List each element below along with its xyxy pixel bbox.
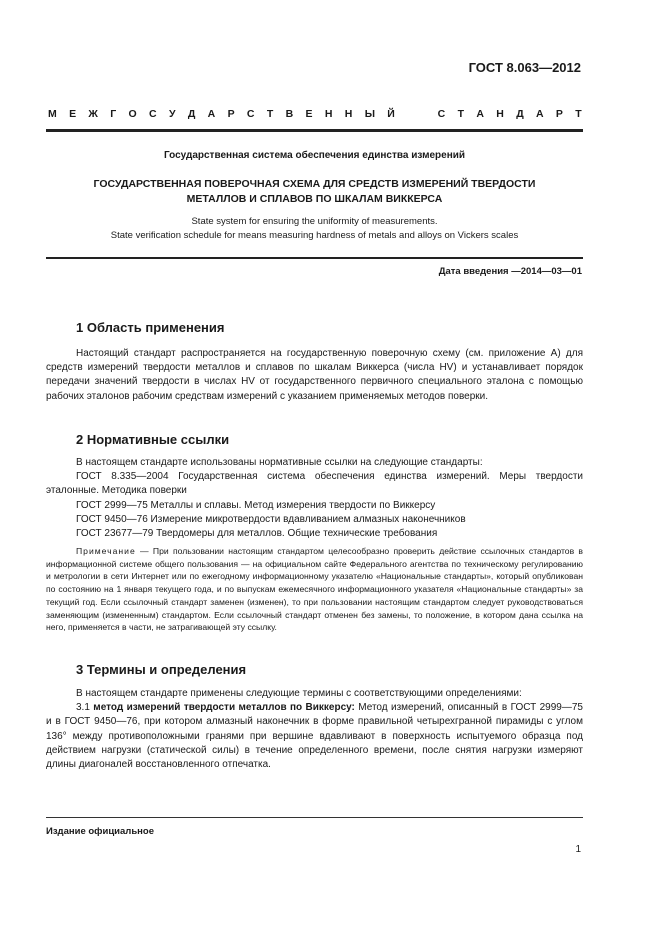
- heading-letter: С: [149, 108, 157, 120]
- heading-letter: У: [168, 108, 176, 120]
- heading-letter: Н: [496, 108, 504, 120]
- heading-letter: Т: [457, 108, 465, 120]
- section-2-note: [46, 545, 583, 634]
- heading-letter: В: [285, 108, 294, 120]
- english-title: [46, 215, 583, 242]
- term-definition: [46, 701, 583, 772]
- document-code: ГОСТ 8.063—2012: [468, 60, 581, 75]
- main-title-line-2: МЕТАЛЛОВ И СПЛАВОВ ПО ШКАЛАМ ВИККЕРСА: [186, 193, 443, 205]
- heading-letter: Т: [266, 108, 274, 120]
- heading-letter: Т: [575, 108, 582, 120]
- footer-rule: [46, 817, 583, 818]
- heading-letter: Г: [110, 108, 117, 120]
- header-thin-rule: [46, 257, 583, 259]
- heading-letter: Р: [555, 108, 563, 120]
- reference-item: ГОСТ 23677—79 Твердомеры для металлов. Общие технические требования: [76, 528, 438, 540]
- heading-letter: О: [128, 108, 137, 120]
- heading-letter: Р: [227, 108, 235, 120]
- heading-word-gap: [407, 108, 410, 120]
- section-3-heading: 3 Термины и определения: [76, 662, 247, 677]
- english-title-line-2: State verification schedule for means measuring hardness of metals and alloys on Vickers scales: [110, 229, 519, 241]
- term-text: Метод измерений, описанный в ГОСТ 2999—75 и в ГОСТ 9450—76, при котором алмазный наконечник в форме правильной четырехгранной пирамиды с углом 136° между противоположными гранями при вершине вдавливают в поверхность испытуемого образца под действием нагрузки (статической силы) в течение определенного времени, после снятия нагрузки измеряют длины диагоналей восстановленного отпечатка.: [46, 702, 583, 771]
- heading-letter: Ы: [364, 108, 375, 120]
- introduction-date: Дата введения —2014—03—01: [438, 266, 582, 277]
- term-number: 3.1: [76, 702, 90, 714]
- section-3-body: [46, 687, 583, 772]
- heading-letter: Ж: [88, 108, 98, 120]
- section-1-heading: 1 Область применения: [76, 320, 225, 335]
- page-number: 1: [575, 844, 581, 855]
- interstate-standard-heading: [48, 108, 582, 120]
- heading-letter: Е: [305, 108, 313, 120]
- heading-letter: Д: [516, 108, 524, 120]
- section-2-body: [46, 456, 583, 541]
- heading-letter: Н: [324, 108, 333, 120]
- heading-letter: А: [207, 108, 216, 120]
- heading-letter: А: [476, 108, 484, 120]
- heading-letter: С: [246, 108, 255, 120]
- heading-letter: С: [437, 108, 446, 120]
- heading-letter: А: [536, 108, 544, 120]
- note-text: — При пользовании настоящим стандартом целесообразно проверить действие ссылочных стандартов в информационной системе общего пользования — на официальном сайте Федерального агентства по техническому регулированию и метрологии в сети Интернет или по ежегодному информационному указателю «Национальные стандарты», который опубликован по состоянию на 1 января текущего года, и по выпускам ежемесячного информационного указателя «Национальные стандарты» за текущий год. Если ссылочный стандарт заменен (изменен), то при пользовании настоящим стандартом следует руководствоваться заменяющим (измененным) стандартом. Если ссылочный стандарт отменен без замены, то положение, в котором дана ссылка на него, применяется в части, не затрагивающей эту ссылку.: [46, 546, 583, 633]
- heading-letter: Е: [69, 108, 77, 120]
- heading-letter: Н: [344, 108, 353, 120]
- section-2-heading: 2 Нормативные ссылки: [76, 432, 230, 447]
- section-1-body: [46, 347, 583, 404]
- note-label: Примечание: [76, 546, 136, 556]
- heading-letter: М: [48, 108, 57, 120]
- main-title: [46, 177, 583, 207]
- header-thick-rule: [46, 129, 583, 132]
- reference-item: ГОСТ 8.335—2004 Государственная система обеспечения единства измерений. Меры твердости эталонные. Методика поверки: [46, 471, 583, 497]
- section-3-intro: В настоящем стандарте применены следующие термины с соответствующими определениями:: [76, 688, 522, 699]
- heading-letter: Й: [387, 108, 395, 120]
- heading-word-gap: [422, 108, 425, 120]
- english-title-line-1: State system for ensuring the uniformity of measurements.: [191, 216, 438, 227]
- section-2-intro: В настоящем стандарте использованы нормативные ссылки на следующие стандарты:: [76, 457, 483, 468]
- official-edition-label: Издание официальное: [46, 826, 154, 837]
- system-title: Государственная система обеспечения единства измерений: [163, 150, 466, 161]
- section-1-paragraph: Настоящий стандарт распространяется на государственную поверочную схему (см. приложение А) для средств измерений твердости металлов и сплавов по шкалам Виккерса (числа HV) и устанавливает порядок передачи значений твердости в числах HV от государственного первичного специального эталона с помощью рабочих эталонов рабочим средствам измерений с указанием применяемых методов поверки.: [46, 348, 583, 402]
- term-name: метод измерений твердости металлов по Виккерсу:: [93, 702, 355, 714]
- main-title-line-1: ГОСУДАРСТВЕННАЯ ПОВЕРОЧНАЯ СХЕМА ДЛЯ СРЕДСТВ ИЗМЕРЕНИЙ ТВЕРДОСТИ: [93, 178, 536, 190]
- reference-item: ГОСТ 9450—76 Измерение микротвердости вдавливанием алмазных наконечников: [76, 513, 466, 525]
- reference-item: ГОСТ 2999—75 Металлы и сплавы. Метод измерения твердости по Виккерсу: [76, 499, 436, 511]
- heading-letter: Д: [187, 108, 196, 120]
